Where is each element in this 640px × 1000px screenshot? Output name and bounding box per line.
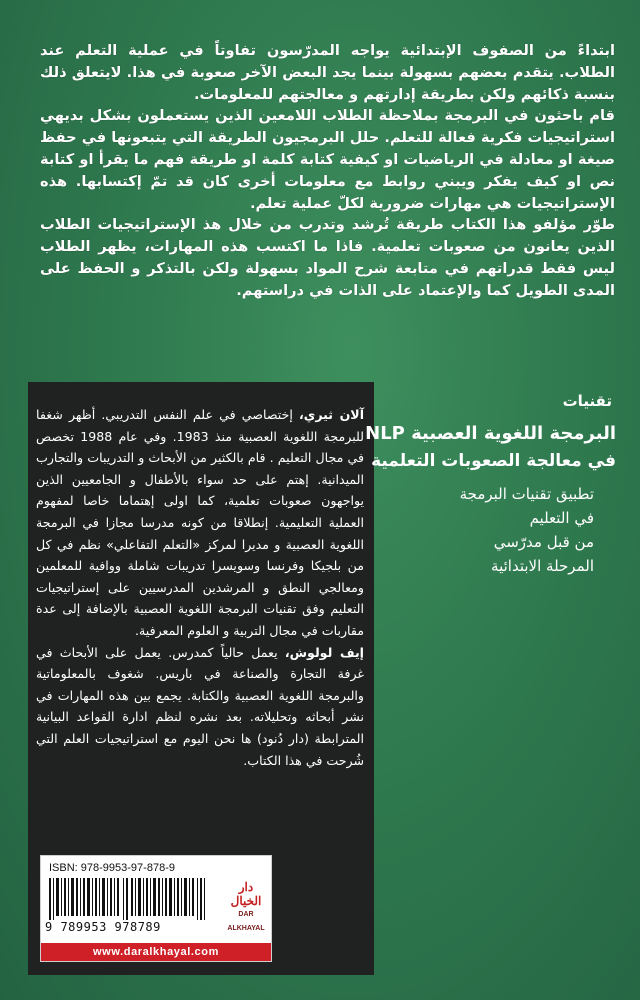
publisher-website: www.daralkhayal.com bbox=[41, 943, 271, 961]
author-bio-2 bbox=[36, 642, 364, 772]
intro-paragraph-1: ابتداءً من الصفوف الإبتدائية يواجه المدرّسون تفاوتاً في عملية التعلم عند الطلاب. يتقدم بعضهم بسهولة بينما يجد البعض الآخر صعوبة في هذا. لايتعلق ذلك بنسبة ذكائهم ولكن بطريقة إدارتهم و معالجتهم للمعلومات. bbox=[40, 42, 615, 103]
subtitle-line-4: المرحلة الابتدائية bbox=[491, 557, 594, 575]
author2-text: يعمل حالياً كمدرس. يعمل على الأبحاث في غرفة التجارة والصناعة في باريس. شغوف بالمعلوماتية والبرمجة اللغوية العصبية والكتابة. يجمع بين هذه المهارات في نشر أبحاثه وتحليلاته. بعد نشره لنظم ادارة القواعد البيانية المترابطة (دار دُنود) ها نحن اليوم مع استراتيجيات العلم التي شُرحت في هذا الكتاب. bbox=[36, 644, 364, 768]
intro-paragraph-2: قام باحثون في البرمجة بملاحظة الطلاب اللامعين الذين يستعملون بشكل بديهي استراتيجيات فكرية فعالة للتعلم. حلل البرمجيون الطريقة التي يتبعونها في حفظ صيغة او معادلة في الرياضيات او كيفية كتابة كلمة او طريقة فهم ما يقرأ او كتابة نص او كيف يفكر ويبني روابط مع معلومات أخرى كان قد تمّ إكتسابها. هذه الإستراتيجيات هي مهارات ضرورية لكلّ عملية تعلم. bbox=[40, 107, 615, 212]
book-title-line-2: في معالجة الصعوبات التعلمية bbox=[371, 451, 616, 471]
barcode-panel bbox=[40, 855, 272, 962]
author2-name: إيف لولوش، bbox=[284, 644, 365, 660]
author-bio-1 bbox=[36, 404, 364, 642]
publisher-logo-subtext: DAR ALKHAYAL bbox=[227, 911, 265, 932]
book-title-line-1: البرمجة اللغوية العصبية NLP bbox=[365, 423, 616, 444]
author1-text: إختصاصي في علم النفس التدريبي. أظهر شغفا للبرمجة اللغوية العصبية منذ 1983. وفي عام 1988 تخصص في مجال التعليم . قام بالكثير من الأبحاث و التدريبات والتجارب الميدانية. إهتم على حد سواء بالأطفال و الجامعيين الذين يواجهون صعوبات تعلمية، كما اولى إهتماما خاصا لمفهوم العملية التعليمية. إنطلاقا من كونه مدرسا مجازا في البرمجة اللغوية العصبية و مديرا لمركز «التعلم التفاعلي» نظم في كل من بلجيكا وفرنسا وسويسرا تدريبات شاملة ووافية للمعلمين ومعالجي النطق و المرشدين المدرسيين على إستراتيجيات التعليم وفق تقنيات البرمجة اللغوية العصبية بالإضافة إلى عدة مقاربات في مجال التربية و العلوم المعرفية. bbox=[36, 407, 364, 638]
series-label: تقنيات bbox=[562, 392, 612, 410]
publisher-logo bbox=[227, 880, 265, 932]
barcode-digits: 9 789953 978789 bbox=[45, 920, 161, 934]
book-subtitle bbox=[414, 482, 594, 578]
isbn-text: ISBN: 978-9953-97-878-9 bbox=[49, 862, 175, 874]
author-bio bbox=[36, 404, 364, 771]
author1-name: آلان ثيري، bbox=[299, 407, 365, 422]
intro-paragraph-3: طوّر مؤلفو هذا الكتاب طريقة تُرشد وتدرب من خلال هذ الإستراتيجيات الطلاب الذين يعانون من صعوبات تعلمية. فاذا ما اكتسب هذه المهارات، يظهر الطلاب ليس فقط قدراتهم في متابعة شرح المواد بسهولة ولكن بالتذكر و الحفظ على المدى الطويل كما والإعتماد على الذات في دراستهم. bbox=[40, 216, 615, 299]
intro-text bbox=[40, 40, 615, 302]
barcode-icon bbox=[47, 878, 217, 920]
subtitle-line-3: من قبل مدرّسي bbox=[493, 533, 594, 551]
subtitle-line-2: في التعليم bbox=[529, 509, 594, 527]
book-title bbox=[366, 420, 616, 474]
publisher-logo-text: دار الخيال bbox=[230, 880, 262, 908]
subtitle-line-1: تطبيق تقنيات البرمجة bbox=[459, 485, 594, 503]
